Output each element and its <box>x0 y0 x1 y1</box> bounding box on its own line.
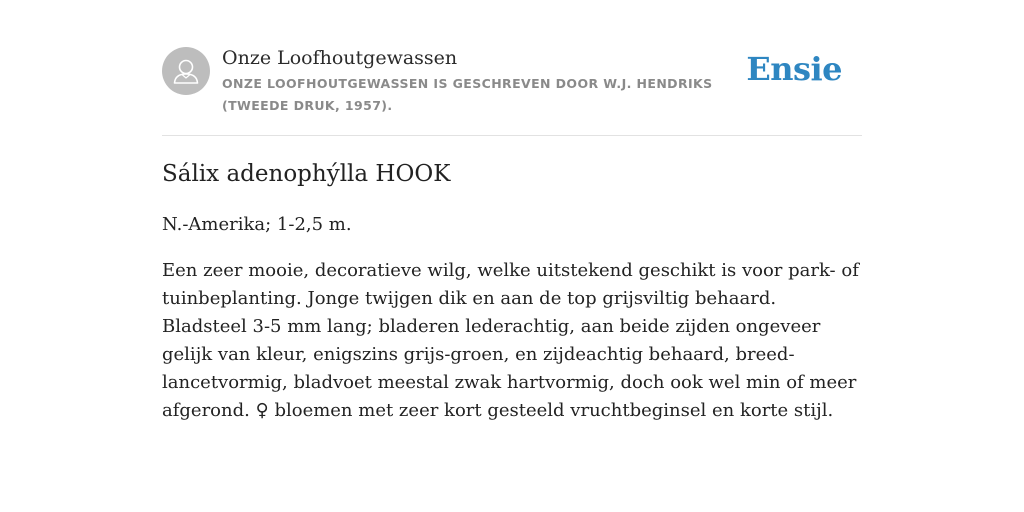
ensie-logo[interactable]: Ensie <box>746 50 842 88</box>
entry-paragraph-description: Een zeer mooie, decoratieve wilg, welke uitstekend geschikt is voor park- of tuinbeplanting. Jonge twijgen dik en aan de top grijsviltig behaard. Bladsteel 3-5 mm lang; bladeren lederachtig, aan beide zijden ongeveer gelijk van kleur, enigszins grijs-groen, en zijdeachtig behaard, breed-lancetvormig, bladvoet meestal zwak hartvormig, doch ook wel min of meer afgerond. ♀ bloemen met zeer kort gesteeld vruchtbeginsel en korte stijl. <box>162 260 859 421</box>
source-title[interactable]: Onze Loofhoutgewassen <box>222 47 458 69</box>
source-description: ONZE LOOFHOUTGEWASSEN IS GESCHREVEN DOOR W.J. HENDRIKS (TWEEDE DRUK, 1957). <box>222 76 713 113</box>
entry-title: Sálix adenophýlla HOOK <box>162 161 451 187</box>
entry-card <box>162 44 862 425</box>
source-header <box>162 44 862 136</box>
user-silhouette-icon <box>162 47 210 95</box>
source-info <box>222 46 762 117</box>
avatar[interactable] <box>162 47 210 95</box>
entry-paragraph-region: N.-Amerika; 1-2,5 m. <box>162 214 352 235</box>
